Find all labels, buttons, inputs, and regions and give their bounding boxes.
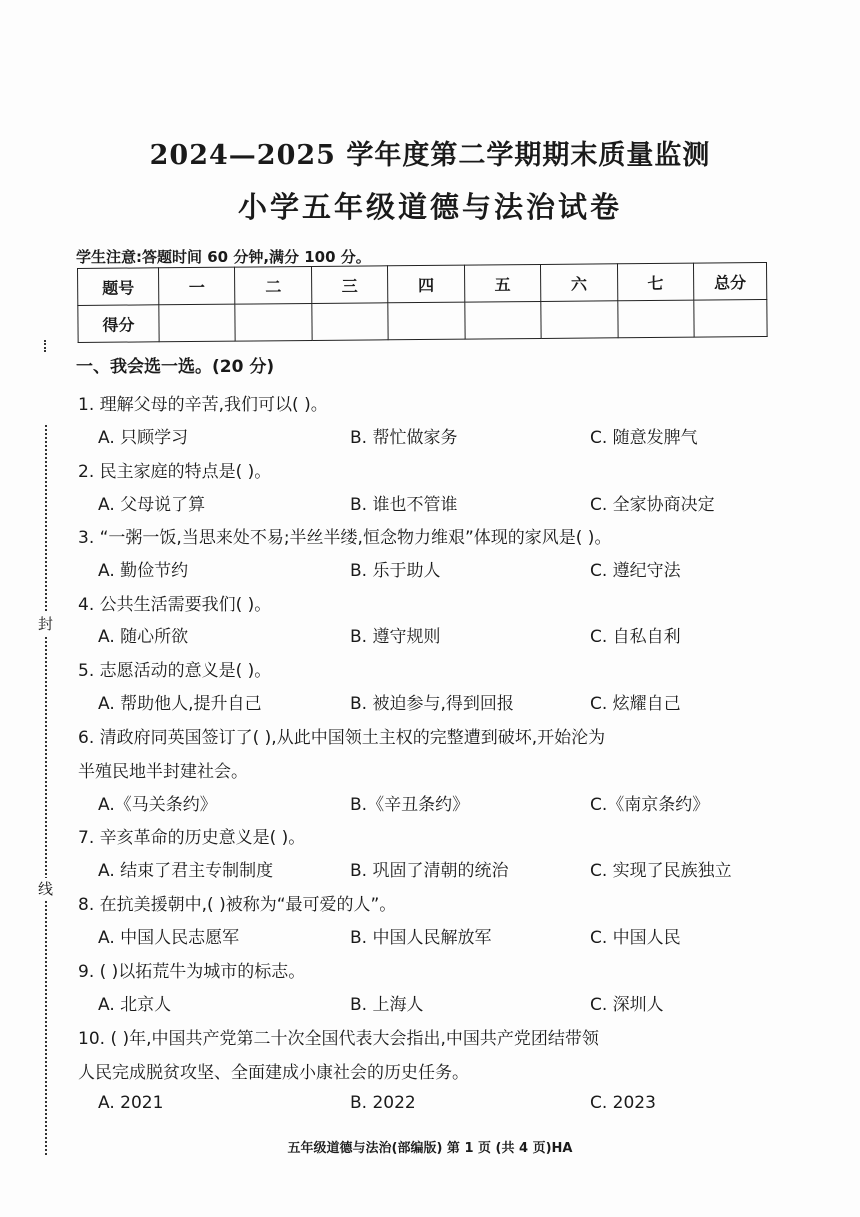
option-b: B. 中国人民解放军 — [350, 928, 492, 948]
option-c: C. 炫耀自己 — [590, 694, 681, 714]
score-cell-header: 五 — [464, 264, 541, 302]
question-stem: 8. 在抗美援朝中,( )被称为“最可爱的人”。 — [78, 895, 397, 915]
option-b: B.《辛丑条约》 — [350, 795, 470, 815]
question-stem: 3. “一粥一饭,当思来处不易;半丝半缕,恒念物力维艰”体现的家风是( )。 — [78, 528, 612, 548]
option-c: C. 随意发脾气 — [590, 428, 698, 448]
score-table-score-row — [78, 299, 767, 342]
question-stem: 1. 理解父母的辛苦,我们可以( )。 — [78, 395, 328, 415]
option-a: A. 2021 — [98, 1093, 164, 1113]
page-footer: 五年级道德与法治(部编版) 第 1 页 (共 4 页)HA — [287, 1141, 573, 1156]
question-stem: 10. ( )年,中国共产党第二十次全国代表大会指出,中国共产党团结带领 — [78, 1029, 599, 1049]
option-b: B. 被迫参与,得到回报 — [350, 694, 514, 714]
exam-title-line2: 小学五年级道德与法治试卷 — [237, 190, 622, 224]
score-cell-header: 七 — [617, 263, 694, 301]
score-row-label: 得分 — [78, 305, 159, 343]
binding-tick-mark — [44, 340, 48, 352]
score-cell-blank — [312, 303, 389, 341]
score-cell-header: 六 — [541, 264, 618, 302]
score-cell-header: 三 — [311, 266, 388, 304]
exam-title-line1: 2024—2025 学年度第二学期期末质量监测 — [149, 140, 711, 171]
option-b: B. 2022 — [350, 1093, 416, 1113]
question-stem-continued: 人民完成脱贫攻坚、全面建成小康社会的历史任务。 — [78, 1063, 469, 1083]
score-cell-blank — [617, 300, 694, 338]
option-c: C. 自私自利 — [590, 627, 681, 647]
score-table — [77, 262, 768, 343]
option-a: A. 勤俭节约 — [98, 561, 189, 581]
option-b: B. 遵守规则 — [350, 627, 441, 647]
option-a: A. 随心所欲 — [98, 627, 189, 647]
score-cell-blank — [465, 301, 542, 339]
score-cell-blank — [694, 299, 767, 337]
option-c: C. 深圳人 — [590, 995, 664, 1015]
question-stem: 2. 民主家庭的特点是( )。 — [78, 462, 272, 482]
option-b: B. 帮忙做家务 — [350, 428, 458, 448]
score-cell-header: 题号 — [78, 268, 159, 306]
question-stem: 7. 辛亥革命的历史意义是( )。 — [78, 828, 306, 848]
score-cell-blank — [235, 303, 312, 341]
option-b: B. 上海人 — [350, 995, 424, 1015]
option-c: C. 全家协商决定 — [590, 495, 715, 515]
option-a: A. 结束了君主专制制度 — [98, 861, 274, 881]
section-heading: 一、我会选一选。(20 分) — [76, 357, 275, 377]
score-cell-blank — [541, 301, 618, 339]
question-stem: 5. 志愿活动的意义是( )。 — [78, 661, 272, 681]
student-notice: 学生注意:答题时间 60 分钟,满分 100 分。 — [76, 248, 371, 266]
option-a: A. 中国人民志愿军 — [98, 928, 240, 948]
question-stem: 9. ( )以拓荒牛为城市的标志。 — [78, 962, 306, 982]
question-stem-continued: 半殖民地半封建社会。 — [78, 762, 248, 782]
score-cell-header: 二 — [235, 266, 312, 304]
option-a: A. 父母说了算 — [98, 495, 206, 515]
option-c: C. 遵纪守法 — [590, 561, 681, 581]
score-cell-header: 总分 — [693, 262, 766, 300]
score-cell-header: 四 — [388, 265, 465, 303]
score-cell-header: 一 — [159, 267, 236, 305]
option-a: A.《马关条约》 — [98, 795, 217, 815]
option-c: C. 2023 — [590, 1093, 656, 1113]
binding-label-seal: 封 — [38, 615, 54, 633]
question-stem: 4. 公共生活需要我们( )。 — [78, 595, 272, 615]
option-b: B. 乐于助人 — [350, 561, 441, 581]
score-cell-blank — [159, 304, 236, 342]
score-cell-blank — [388, 302, 465, 340]
question-stem: 6. 清政府同英国签订了( ),从此中国领土主权的完整遭到破坏,开始沦为 — [78, 728, 606, 748]
option-a: A. 北京人 — [98, 995, 172, 1015]
option-a: A. 帮助他人,提升自己 — [98, 694, 262, 714]
score-table-header-row — [78, 262, 767, 305]
option-c: C.《南京条约》 — [590, 795, 710, 815]
option-c: C. 实现了民族独立 — [590, 861, 732, 881]
binding-dotted-line — [45, 425, 47, 1155]
binding-label-line: 线 — [38, 880, 54, 898]
option-b: B. 巩固了清朝的统治 — [350, 861, 509, 881]
option-c: C. 中国人民 — [590, 928, 681, 948]
option-b: B. 谁也不管谁 — [350, 495, 458, 515]
option-a: A. 只顾学习 — [98, 428, 189, 448]
